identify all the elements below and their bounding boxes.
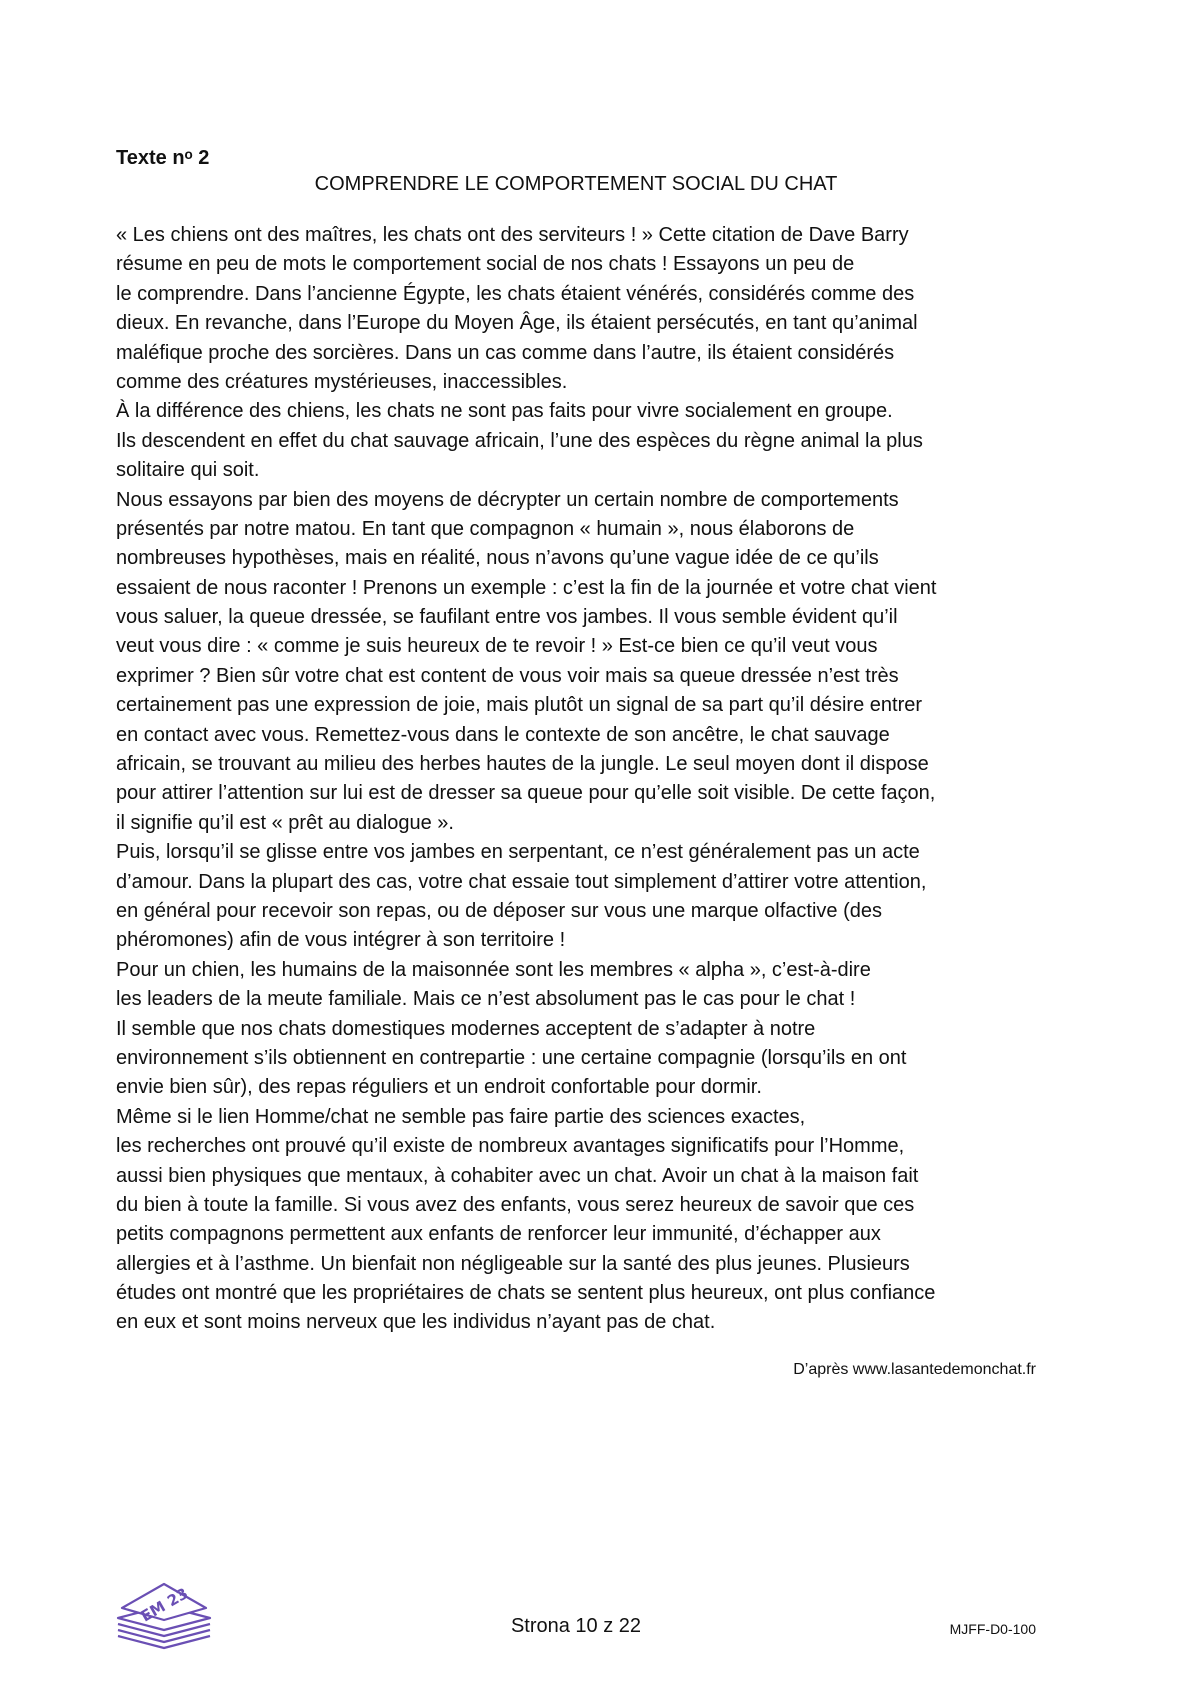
body-line: certainement pas une expression de joie, mais plutôt un signal de sa part qu’il désire entrer	[116, 694, 923, 717]
body-line: le comprendre. Dans l’ancienne Égypte, les chats étaient vénérés, considérés comme des	[116, 282, 915, 305]
page-number: Strona 10 z 22	[510, 1615, 642, 1637]
body-line: phéromones) afin de vous intégrer à son territoire !	[116, 929, 566, 952]
body-line: vous saluer, la queue dressée, se faufilant entre vos jambes. Il vous semble évident qu’il	[116, 606, 898, 629]
body-line: envie bien sûr), des repas réguliers et un endroit confortable pour dormir.	[116, 1076, 762, 1099]
body-line: maléfique proche des sorcières. Dans un cas comme dans l’autre, ils étaient considérés	[116, 341, 895, 364]
body-line: essaient de nous raconter ! Prenons un exemple : c’est la fin de la journée et votre chat vient	[116, 576, 937, 599]
body-line: environnement s’ils obtiennent en contrepartie : une certaine compagnie (lorsqu’ils en ont	[116, 1046, 907, 1069]
body-line: Puis, lorsqu’il se glisse entre vos jambes en serpentant, ce n’est généralement pas un acte	[116, 841, 920, 864]
body-line: « Les chiens ont des maîtres, les chats ont des serviteurs ! » Cette citation de Dave Barry	[116, 224, 909, 246]
body-line: aussi bien physiques que mentaux, à cohabiter avec un chat. Avoir un chat à la maison fait	[116, 1164, 919, 1187]
body-line: Ils descendent en effet du chat sauvage africain, l’une des espèces du règne animal la plus	[116, 429, 923, 452]
body-line: pour attirer l’attention sur lui est de dresser sa queue pour qu’elle soit visible. De cette façon,	[116, 782, 936, 805]
body-line: présentés par notre matou. En tant que compagnon « humain », nous élaborons de	[116, 517, 855, 540]
body-line: du bien à toute la famille. Si vous avez des enfants, vous serez heureux de savoir que ces	[116, 1193, 915, 1216]
text-number-label: Texte nᵒ 2	[116, 147, 210, 169]
body-line: Il semble que nos chats domestiques modernes acceptent de s’adapter à notre	[116, 1017, 816, 1040]
document-code: MJFF-D0-100	[949, 1621, 1036, 1637]
body-line: Même si le lien Homme/chat ne semble pas faire partie des sciences exactes,	[116, 1105, 806, 1128]
body-line: les recherches ont prouvé qu’il existe de nombreux avantages significatifs pour l’Homme,	[116, 1135, 905, 1158]
body-line: petits compagnons permettent aux enfants de renforcer leur immunité, d’échapper aux	[116, 1223, 881, 1246]
body-line: nombreuses hypothèses, mais en réalité, nous n’avons qu’une vague idée de ce qu’ils	[116, 547, 879, 570]
source-attribution: D’après www.lasantedemonchat.fr	[793, 1361, 1036, 1378]
body-line: dieux. En revanche, dans l’Europe du Moyen Âge, ils étaient persécutés, en tant qu’animal	[116, 312, 918, 335]
body-line: résume en peu de mots le comportement social de nos chats ! Essayons un peu de	[116, 253, 855, 276]
body-line: allergies et à l’asthme. Un bienfait non négligeable sur la santé des plus jeunes. Plusieurs	[116, 1252, 910, 1275]
body-line: en général pour recevoir son repas, ou de déposer sur vous une marque olfactive (des	[116, 899, 883, 922]
body-line: études ont montré que les propriétaires de chats se sentent plus heureux, ont plus confiance	[116, 1282, 936, 1305]
body-line: il signifie qu’il est « prêt au dialogue ».	[116, 811, 454, 834]
body-line: Nous essayons par bien des moyens de décrypter un certain nombre de comportements	[116, 488, 899, 511]
body-line: Pour un chien, les humains de la maisonnée sont les membres « alpha », c’est-à-dire	[116, 958, 871, 981]
logo-text: EM 23	[137, 1584, 192, 1626]
body-line: comme des créatures mystérieuses, inaccessibles.	[116, 370, 568, 393]
body-line: À la différence des chiens, les chats ne sont pas faits pour vivre socialement en groupe.	[116, 400, 893, 423]
body-line: d’amour. Dans la plupart des cas, votre chat essaie tout simplement d’attirer votre attention,	[116, 870, 927, 893]
body-line: solitaire qui soit.	[116, 459, 260, 482]
body-line: exprimer ? Bien sûr votre chat est content de vous voir mais sa queue dressée n’est très	[116, 664, 899, 687]
article-body	[116, 221, 1076, 1338]
body-line: africain, se trouvant au milieu des herbes hautes de la jungle. Le seul moyen dont il dispose	[116, 753, 929, 776]
page-title: COMPRENDRE LE COMPORTEMENT SOCIAL DU CHAT	[314, 173, 838, 195]
body-line: les leaders de la meute familiale. Mais ce n’est absolument pas le cas pour le chat !	[116, 988, 856, 1011]
body-line: veut vous dire : « comme je suis heureux de te revoir ! » Est-ce bien ce qu’il veut vous	[116, 635, 878, 658]
body-line: en eux et sont moins nerveux que les individus n’ayant pas de chat.	[116, 1311, 716, 1334]
body-line: en contact avec vous. Remettez-vous dans le contexte de son ancêtre, le chat sauvage	[116, 723, 890, 746]
